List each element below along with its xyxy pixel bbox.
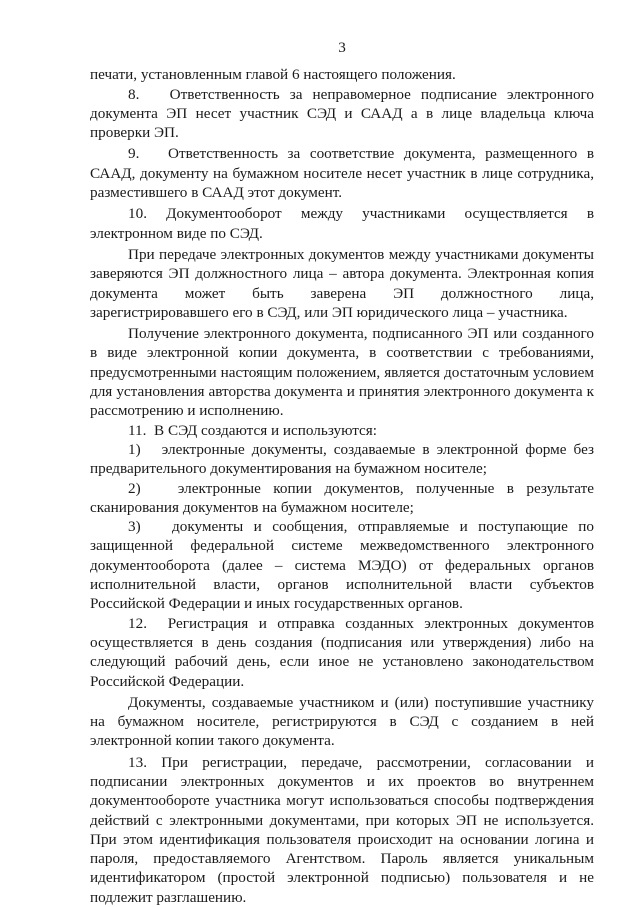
list-item-1: 1) электронные документы, создаваемые в электронной форме без предварительного документирования на бумажном носителе; (90, 440, 594, 478)
paragraph-item-8: 8. Ответственность за неправомерное подписание электронного документа ЭП несет участник СЭД и СААД а в лице владельца ключа проверки ЭП. (90, 85, 594, 142)
list-item-2: 2) электронные копии документов, полученные в результате сканирования документов на бумажном носителе; (90, 479, 594, 516)
paragraph-item-13: 13. При регистрации, передаче, рассмотрении, согласовании и подписании электронных документов и их проектов во внутреннем документообороте участника могут использоваться способы подтверждения действий с электронными документами, при которых ЭП не используется. При этом идентификация пользователя происходит на основании логина и пароля, предоставляемого Агентством. Пароль является уникальным идентификатором (простой электронной подписью) пользователя и не подлежит разглашению. (90, 753, 594, 906)
paragraph-authorship: Получение электронного документа, подписанного ЭП или созданного в виде электронной копии документа, в соответствии с требованиями, предусмотренными настоящим положением, является достаточным условием для установления авторства документа и принятия электронного документа к рассмотрению и исполнению. (90, 325, 594, 420)
paragraph-item-10: 10. Документооборот между участниками осуществляется в электронном виде по СЭД. (90, 205, 594, 242)
list-item-3: 3) документы и сообщения, отправляемые и поступающие по защищенной федеральной системе межведомственного электронного документооборота (далее – система МЭДО) от федеральных органов исполнительной власти, органов исполнительной власти субъектов Российской Федерации и иных государственных органов. (90, 518, 594, 613)
paragraph-item-12: 12. Регистрация и отправка созданных электронных документов осуществляется в день создания (подписания или утверждения) либо на следующий рабочий день, если иное не установлено законодательством Российской Федерации. (90, 614, 594, 690)
paragraph-item-9: 9. Ответственность за соответствие документа, размещенного в СААД, документу на бумажном носителе несет участник в лице сотрудника, разместившего в СААД этот документ. (90, 145, 594, 202)
paragraph-signature-transfer: При передаче электронных документов между участниками документы заверяются ЭП должностного лица – автора документа. Электронная копия документа может быть заверена ЭП должностного лица, зарегистрировавшего его в СЭД, или ЭП юридического лица – участника. (90, 245, 594, 321)
paragraph-continuation: печати, установленным главой 6 настоящего положения. (90, 66, 456, 84)
paragraph-paper-documents: Документы, создаваемые участником и (или) поступившие участнику на бумажном носителе, регистрируются в СЭД с созданием в ней электронной копии такого документа. (90, 693, 594, 750)
paragraph-item-11: 11. В СЭД создаются и используются: (128, 421, 378, 439)
page-number: 3 (338, 39, 346, 56)
